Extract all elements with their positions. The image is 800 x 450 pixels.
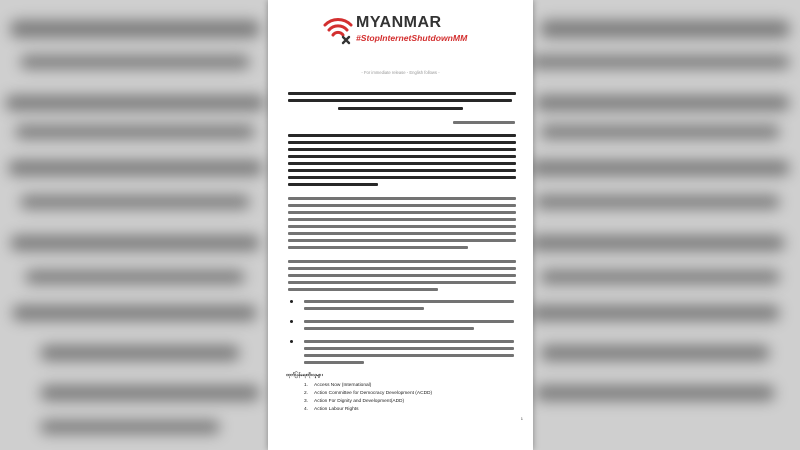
release-note: - For immediate release - English follows -: [361, 70, 440, 75]
document-page: [268, 0, 533, 450]
organization-name: Action Labour Rights: [314, 407, 359, 412]
organization-number: 3.: [304, 399, 309, 404]
organization-item: [304, 399, 404, 404]
organization-name: Action Committee for Democracy Development (ACDD): [314, 391, 433, 396]
organization-number: 4.: [304, 407, 309, 412]
campaign-logo: [322, 13, 482, 49]
organization-item: [304, 383, 371, 388]
page-number: 1: [520, 416, 523, 421]
wifi-off-icon: [322, 13, 354, 45]
organization-item: [304, 391, 432, 396]
organization-name: Action For Dignity and Development(ADD): [314, 399, 405, 404]
organization-number: 2.: [304, 391, 309, 396]
logo-title: MYANMAR: [356, 14, 442, 31]
date-line: [453, 121, 515, 124]
blurred-background-right: [510, 0, 800, 450]
bullet-marker: [290, 320, 293, 323]
logo-tagline: #StopInternetShutdownMM: [356, 33, 468, 43]
signatories-heading: ထုတ်ပြန်ရေးထိုးသူများ: [286, 372, 323, 377]
bullet-marker: [290, 340, 293, 343]
organization-name: Access Now (International): [314, 383, 372, 388]
blurred-background-left: [0, 0, 290, 450]
bullet-marker: [290, 300, 293, 303]
organization-item: [304, 407, 359, 412]
organization-number: 1.: [304, 383, 309, 388]
